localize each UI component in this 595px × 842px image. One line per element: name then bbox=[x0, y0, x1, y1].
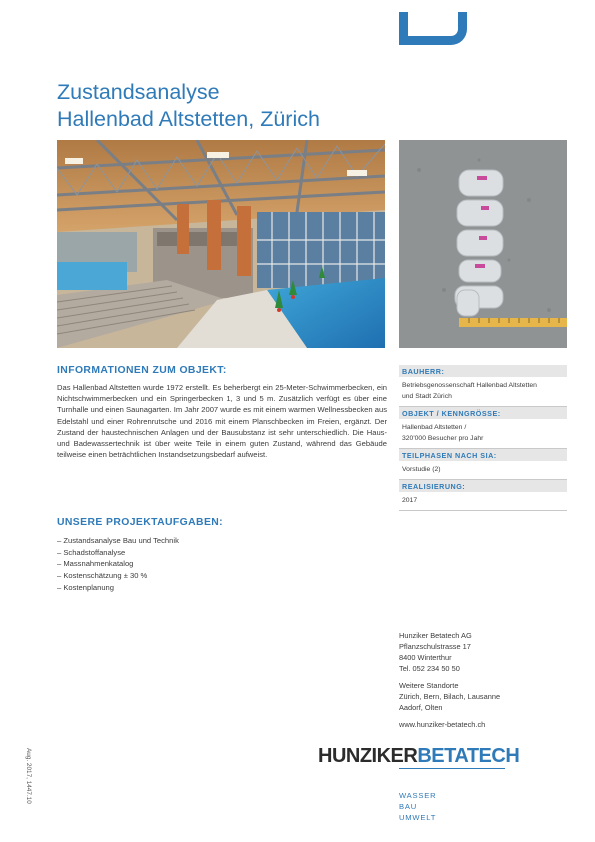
object-value bbox=[399, 419, 567, 449]
client-line-1: Betriebsgenossenschaft Hallenbad Altstetten bbox=[402, 382, 537, 389]
hall-photo bbox=[57, 140, 385, 348]
logo-mark-icon bbox=[399, 12, 467, 45]
object-line-2: 320'000 Besucher pro Jahr bbox=[402, 435, 484, 442]
company-city: 8400 Winterthur bbox=[399, 653, 452, 662]
object-label: OBJEKT / KENNGRÖSSE: bbox=[399, 407, 567, 419]
brand-part-2: BETATECH bbox=[417, 745, 520, 767]
brand-underline bbox=[399, 768, 505, 769]
brand-logo bbox=[318, 744, 519, 768]
contact-block bbox=[399, 630, 500, 730]
info-text: Das Hallenbad Altstetten wurde 1972 erstellt. Es beherbergt ein 25-Meter-Schwimmerbecken, ein Nichtschwimmerbecken und ein Springerbecken 1, 3 und 5 m. Zusätzlich verfügt es über eine Turnhalle und einen Saunagarten. Im Jahr 2007 wurde es mit einem warmen Wellnessbecken aus Edelstahl und einer Rohrenrutsche und 2016 mit einem Planschbecken im Freien, ergänzt. Der Zustand der haustechnischen Anlagen und der Bausubstanz ist sehr unterschiedlich. Die Haus- und Badewassertechnik ist über weite Teile in einem guten Zustand, während das Gebäude teilweise einen beträchtlichen Instandsetzungsbedarf aufweist. bbox=[57, 383, 387, 460]
realisation-line-1: 2017 bbox=[402, 497, 418, 504]
title-line-2: Hallenbad Altstetten, Zürich bbox=[57, 107, 320, 131]
page-title bbox=[57, 79, 320, 133]
object-line-1: Hallenbad Altstetten / bbox=[402, 424, 467, 431]
phases-value bbox=[399, 461, 567, 480]
list-item: – Zustandsanalyse Bau und Technik bbox=[57, 536, 179, 545]
info-heading: INFORMATIONEN ZUM OBJEKT: bbox=[57, 365, 227, 376]
samples-photo bbox=[399, 140, 567, 348]
website-link[interactable]: www.hunziker-betatech.ch bbox=[399, 720, 486, 729]
client-label: BAUHERR: bbox=[399, 365, 567, 377]
claims bbox=[399, 790, 436, 823]
tasks-heading: UNSERE PROJEKTAUFGABEN: bbox=[57, 517, 224, 528]
phases-line-1: Vorstudie (2) bbox=[402, 466, 441, 473]
company-phone: Tel. 052 234 50 50 bbox=[399, 664, 460, 673]
company-name: Hunziker Betatech AG bbox=[399, 631, 472, 640]
claim-environment: UMWELT bbox=[399, 813, 437, 822]
locations-label: Weitere Standorte bbox=[399, 681, 459, 690]
tasks-list bbox=[57, 535, 179, 594]
list-item: – Kostenschätzung ± 30 % bbox=[57, 571, 148, 581]
realisation-label: REALISIERUNG: bbox=[399, 480, 567, 492]
list-item: – Kostenplanung bbox=[57, 582, 115, 592]
realisation-value bbox=[399, 492, 567, 511]
project-facts bbox=[399, 365, 567, 511]
claim-construction: BAU bbox=[399, 802, 418, 811]
phases-label: TEILPHASEN NACH SIA: bbox=[399, 449, 567, 461]
document-reference-text: Aug. 2017, 1447.10 bbox=[25, 748, 32, 804]
brand-part-1: HUNZIKER bbox=[318, 745, 418, 767]
title-line-1: Zustandsanalyse bbox=[57, 80, 220, 104]
locations-line-1: Zürich, Bern, Bilach, Lausanne bbox=[399, 692, 501, 701]
client-value bbox=[399, 377, 567, 407]
client-line-2: und Stadt Zürich bbox=[402, 393, 452, 400]
document-reference bbox=[24, 748, 34, 838]
hall-photo-illustration bbox=[57, 140, 385, 348]
locations-line-2: Aadorf, Olten bbox=[399, 703, 443, 712]
list-item: – Massnahmenkatalog bbox=[57, 559, 134, 569]
company-street: Pflanzschulstrasse 17 bbox=[399, 642, 471, 651]
claim-water: WASSER bbox=[399, 791, 437, 800]
samples-photo-illustration bbox=[399, 140, 567, 348]
list-item: – Schadstoffanalyse bbox=[57, 547, 126, 557]
